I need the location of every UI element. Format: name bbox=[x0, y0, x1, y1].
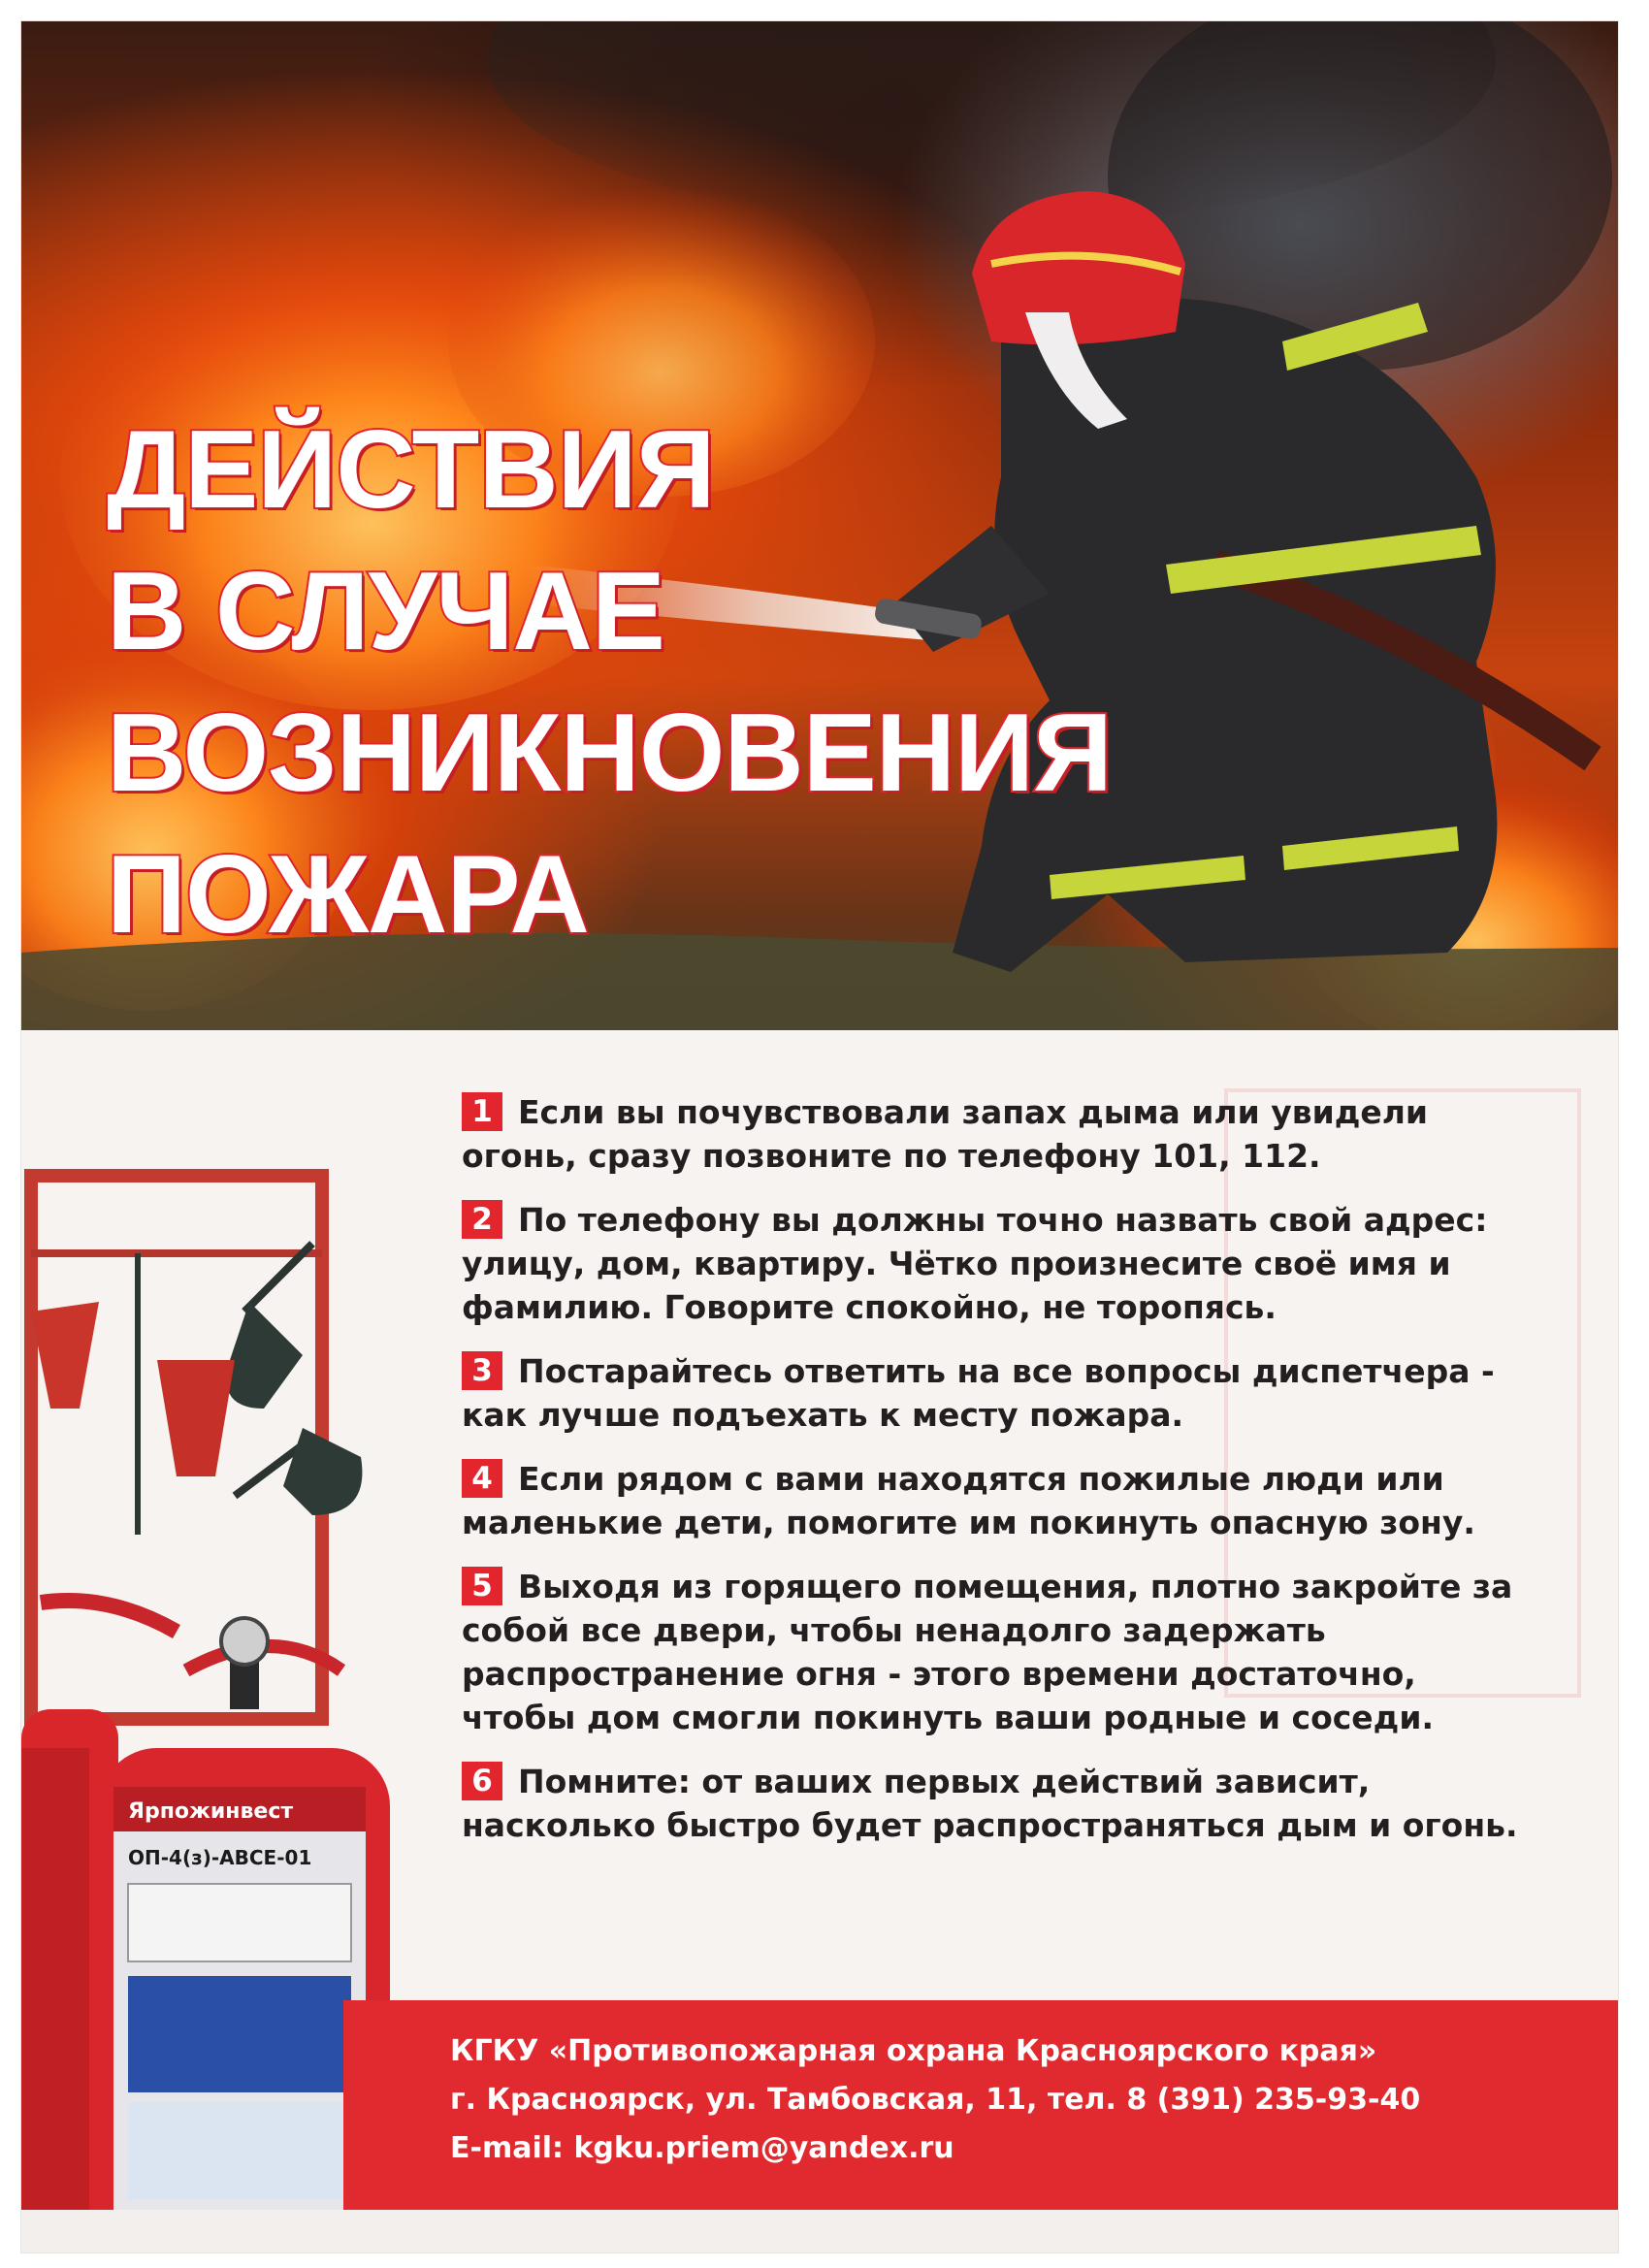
step-item bbox=[440, 1760, 1536, 1847]
step-number-badge: 2 bbox=[462, 1200, 502, 1239]
title-line-2: В СЛУЧАЕ bbox=[107, 550, 664, 673]
step-text: По телефону вы должны точно назвать свой адрес: улицу, дом, квартиру. Чётко произнесите своё имя и фамилию. Говорите спокойно, не торопясь. bbox=[462, 1201, 1488, 1326]
title-line-3: ВОЗНИКНОВЕНИЯ bbox=[107, 692, 1112, 815]
step-item bbox=[440, 1090, 1536, 1178]
step-text: Постарайтесь ответить на все вопросы диспетчера - как лучше подъехать к месту пожара. bbox=[462, 1352, 1495, 1434]
extinguisher-model: ОП-4(з)-АВСЕ-01 bbox=[128, 1846, 312, 1869]
step-text: Если рядом с вами находятся пожилые люди или маленькие дети, помогите им покинуть опасную зону. bbox=[462, 1460, 1475, 1541]
title-line-4: ПОЖАРА bbox=[107, 833, 589, 956]
step-text: Если вы почувствовали запах дыма или увидели огонь, сразу позвоните по телефону 101, 112. bbox=[462, 1093, 1429, 1175]
step-number-badge: 6 bbox=[462, 1762, 502, 1800]
contact-footer bbox=[343, 2000, 1618, 2210]
steps-list bbox=[440, 1090, 1536, 1867]
step-item bbox=[440, 1349, 1536, 1437]
step-item bbox=[440, 1457, 1536, 1544]
shovel-icon bbox=[227, 1244, 312, 1409]
step-number-badge: 1 bbox=[462, 1092, 502, 1131]
hero-photo bbox=[21, 21, 1618, 1030]
step-number-badge: 4 bbox=[462, 1459, 502, 1498]
organization-name: КГКУ «Противопожарная охрана Красноярского края» bbox=[450, 2034, 1377, 2068]
step-item bbox=[440, 1565, 1536, 1739]
step-number-badge: 3 bbox=[462, 1351, 502, 1390]
step-item bbox=[440, 1198, 1536, 1329]
bottom-margin bbox=[21, 2210, 1618, 2252]
poster bbox=[21, 21, 1618, 2252]
step-text: Выходя из горящего помещения, плотно закройте за собой все двери, чтобы ненадолго задержать распространение огня - этого времени достаточно, чтобы дом смогли покинуть ваши родные и соседи. bbox=[462, 1568, 1513, 1736]
extinguisher-brand: Ярпожинвест bbox=[128, 1799, 294, 1824]
organization-address: г. Красноярск, ул. Тамбовская, 11, тел. 8 (391) 235-93-40 bbox=[450, 2083, 1421, 2117]
step-text: Помните: от ваших первых действий зависит, насколько быстро будет распространяться дым и огонь. bbox=[462, 1763, 1518, 1844]
step-number-badge: 5 bbox=[462, 1567, 502, 1605]
title-line-1: ДЕЙСТВИЯ bbox=[107, 408, 715, 532]
shovel-icon bbox=[235, 1428, 362, 1515]
organization-email: E-mail: kgku.priem@yandex.ru bbox=[450, 2131, 954, 2165]
page-title bbox=[107, 400, 1112, 966]
